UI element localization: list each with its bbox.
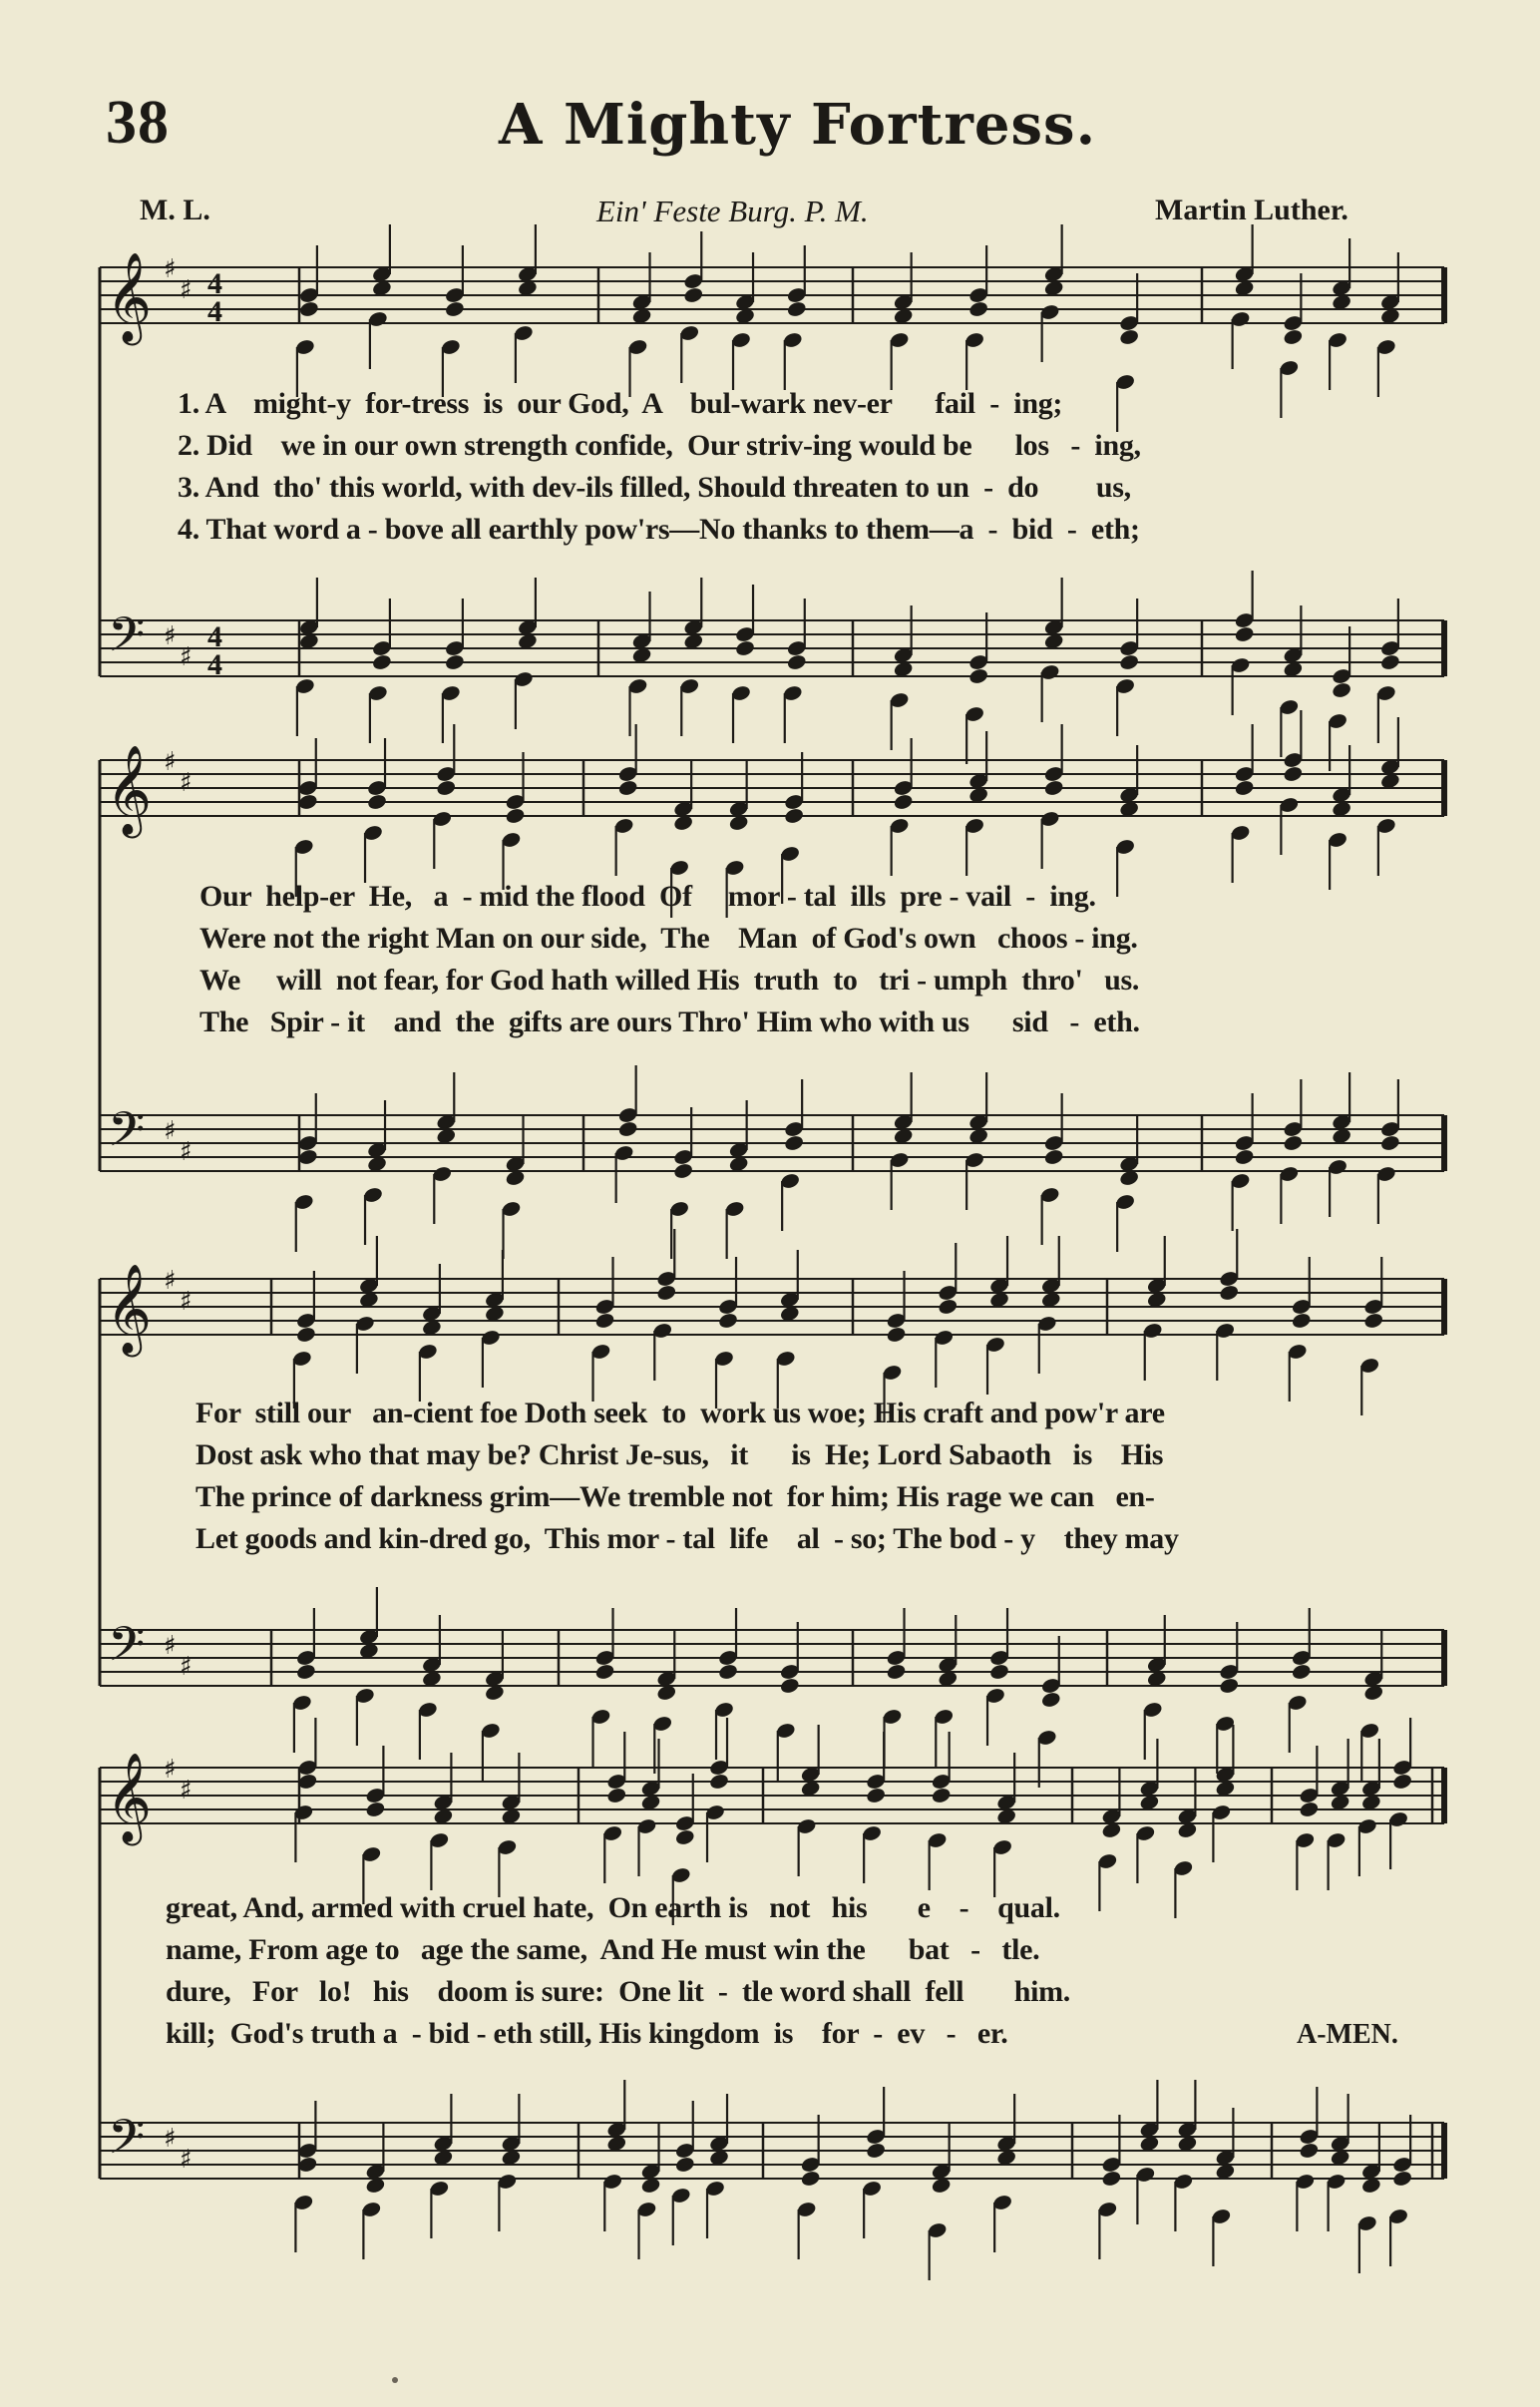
treble-clef-icon: 𝄞 [106,745,153,835]
treble-clef-icon: 𝄞 [106,1753,153,1842]
note-head [717,1312,738,1330]
lyric-line: kill; God's truth a - bid - eth still, His kingdom is for - ev - er. [166,2017,1008,2050]
note-head [783,1134,804,1152]
note-head [865,1787,886,1805]
time-signature-bottom: 4 [207,648,222,681]
bass-clef-icon: 𝄢 [108,2109,146,2177]
note-head [436,779,457,797]
note-head [1118,328,1139,346]
note-head [988,1663,1009,1681]
note-head [683,286,704,304]
time-signature-top: 4 [207,620,222,653]
sharp-icon: ♯ [164,1266,177,1296]
note-head [594,1663,615,1681]
note-head [1101,2170,1122,2188]
tune-name: Ein' Feste Burg. P. M. [596,194,869,228]
lyric-line: For still our an-cient foe Doth seek to work us woe; His craft and pow'r are [195,1397,1165,1429]
note-head [505,807,526,825]
note-head [1291,1663,1312,1681]
lyric-line: 2. Did we in our own strength confide, Our striv-ing would be los - ing, [178,429,1141,462]
sharp-icon: ♯ [180,1287,192,1317]
lyric-line: Dost ask who that may be? Christ Je-sus, it is He; Lord Sabaoth is His [195,1438,1164,1471]
note-head [1040,1691,1061,1709]
note-head [1391,1773,1412,1791]
note-head [800,2170,821,2188]
lyric-line: 3. And tho' this world, with dev-ils filled, Should threaten to un - do us, [178,471,1131,504]
note-head [672,1162,693,1180]
note-head [1283,328,1304,346]
lyric-line: 4. That word a - bove all earthly pow'rs—No thanks to them—a - bid - eth; [178,513,1140,546]
note-head [893,793,914,811]
note-head [865,2142,886,2160]
note-head [1331,681,1351,699]
note-head [1219,1284,1240,1302]
time-signature-bottom: 4 [207,295,222,328]
note-head [594,1312,615,1330]
note-head [444,300,465,318]
bass-clef-icon: 𝄢 [108,1101,146,1169]
note-head [674,2156,695,2174]
note-head [786,300,807,318]
bass-clef-icon: 𝄢 [108,606,146,674]
note-head [298,300,319,318]
note-head [617,1120,638,1138]
lyric-line: Let goods and kin-dred go, This mor - tal life al - so; The bod - y they may [195,1522,1179,1555]
note-head [886,1663,907,1681]
lyric-line: The prince of darkness grim—We tremble not for him; His rage we can en- [195,1480,1155,1513]
lyric-line: Our help-er He, a - mid the flood Of mor - tal ills pre - vail - ing. [199,880,1096,913]
note-head [371,653,392,671]
hymn-title: A Mighty Fortress. [499,92,1097,158]
lyric-line: great, And, armed with cruel hate, On earth is not his e - qual. [166,1891,1060,1924]
note-head [779,1677,800,1695]
sharp-icon: ♯ [164,1116,177,1146]
note-head [708,1773,729,1791]
note-head [1234,779,1255,797]
lyric-line: Were not the right Man on our side, The Man of God's own choos - ing. [199,922,1138,955]
page-speck [392,2377,398,2383]
note-head [1283,1134,1304,1152]
note-head [295,1326,316,1344]
note-head [1043,1148,1064,1166]
note-head [967,667,988,685]
sharp-icon: ♯ [180,1776,192,1805]
note-head [1291,1312,1312,1330]
note-head [366,793,387,811]
note-head [1379,653,1400,671]
note-head [365,1801,386,1818]
treble-clef-icon: 𝄞 [106,1264,153,1354]
lyric-line: We will not fear, for God hath willed His truth to tri - umph thro' us. [199,964,1140,997]
lyric-line: name, From age to age the same, And He must win the bat - tle. [166,1933,1040,1966]
note-head [1234,1148,1255,1166]
note-head [1283,765,1304,783]
sharp-icon: ♯ [164,1631,177,1661]
note-head [886,1326,907,1344]
note-head [297,793,318,811]
sharp-icon: ♯ [164,747,177,777]
note-head [1118,653,1139,671]
note-head [297,1148,318,1166]
note-head [938,1298,959,1316]
sharp-icon: ♯ [164,621,177,651]
note-head [967,300,988,318]
note-head [1299,1801,1320,1818]
time-signature-top: 4 [207,267,222,300]
note-head [786,653,807,671]
author-credit: Martin Luther. [1155,194,1348,226]
note-head [931,1787,952,1805]
note-head [295,1663,316,1681]
sharp-icon: ♯ [164,2124,177,2154]
note-head [1219,1677,1240,1695]
sharp-icon: ♯ [180,2145,192,2175]
sharp-icon: ♯ [164,254,177,284]
sharp-icon: ♯ [180,1137,192,1167]
note-head [1363,1312,1384,1330]
note-head [617,779,638,797]
sharp-icon: ♯ [180,275,192,305]
note-head [1234,625,1255,643]
composer-initials: M. L. [140,194,210,226]
note-head [1379,1134,1400,1152]
note-head [674,1828,695,1846]
amen-label: A-MEN. [1297,2019,1398,2050]
note-head [444,653,465,671]
sharp-icon: ♯ [180,768,192,798]
note-head [734,639,755,657]
treble-clef-icon: 𝄞 [106,252,153,342]
sharp-icon: ♯ [180,642,192,672]
note-head [606,1787,627,1805]
lyric-line: The Spir - it and the gifts are ours Thro' Him who with us sid - eth. [199,1005,1140,1038]
hymn-number: 38 [106,89,170,157]
note-head [1391,2170,1412,2188]
note-head [1299,2142,1320,2160]
sharp-icon: ♯ [180,1652,192,1682]
note-head [656,1284,677,1302]
note-head [717,1663,738,1681]
note-head [783,807,804,825]
sharp-icon: ♯ [164,1755,177,1785]
note-head [1043,779,1064,797]
bass-clef-icon: 𝄢 [108,1616,146,1684]
lyric-line: dure, For lo! his doom is sure: One lit - tle word shall fell him. [166,1975,1071,2008]
lyric-line: 1. A might-y for-tress is our God, A bul-wark nev-er fail - ing; [178,387,1063,420]
